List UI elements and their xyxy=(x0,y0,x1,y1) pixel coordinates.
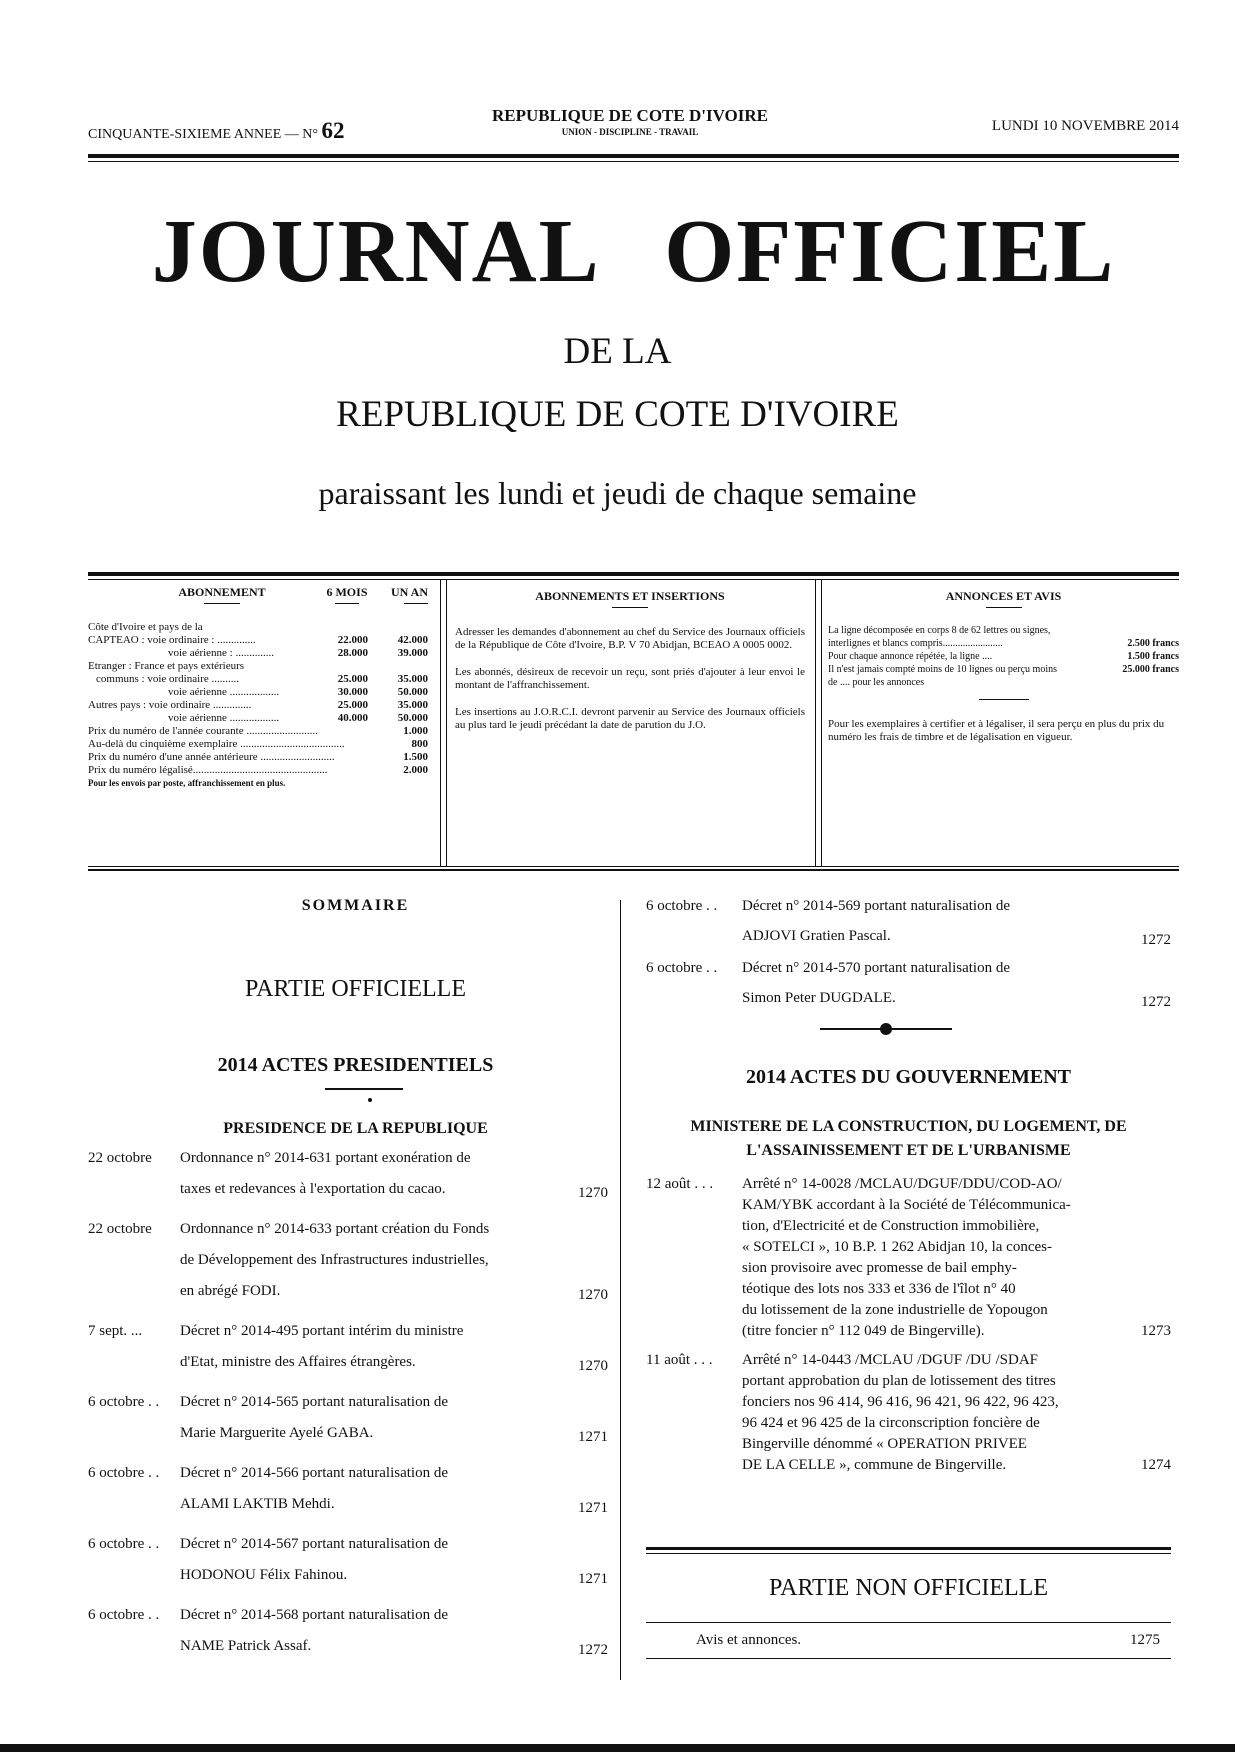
issue-line xyxy=(88,118,344,144)
toc-page: 1274 xyxy=(1141,1457,1171,1473)
toc-text-line: Ordonnance n° 2014-633 portant création du Fonds xyxy=(180,1221,490,1237)
toc-text-line: du lotissement de la zone industrielle de Yopougon xyxy=(742,1302,1048,1318)
insertions-p2: Les abonnés, désireux de recevoir un reçu, sont priés d'ajouter à leur envoi le montant de l'affranchissement. xyxy=(455,666,805,691)
toc-text-line: Décret n° 2014-567 portant naturalisation de xyxy=(180,1536,449,1552)
toc-text-line: DE LA CELLE », commune de Bingerville. xyxy=(742,1457,1007,1473)
header-republic-block xyxy=(460,106,800,137)
annonces-row-1: La ligne décomposée en corps 8 de 62 lettres ou signes, interlignes et blancs compris........................ 2.500 francs xyxy=(828,625,1179,649)
section-rule xyxy=(325,1088,403,1090)
abonnement-row: voie aérienne .................. 30.000 50.000 xyxy=(168,686,428,698)
header-motto: UNION - DISCIPLINE - TRAVAIL xyxy=(561,127,699,137)
header-rule-thin xyxy=(88,161,1179,162)
toc-text-line: téotique des lots nos 333 et 336 de l'îlot n° 40 xyxy=(742,1281,1016,1297)
toc-date: 22 octobre xyxy=(88,1150,152,1166)
annonces-row-3: Il n'est jamais compté moins de 10 lignes ou perçu moins de .... pour les annonces 25.000 francs xyxy=(828,664,1179,688)
publication-frequency: paraissant les lundi et jeudi de chaque semaine xyxy=(318,475,917,511)
toc-page: 1270 xyxy=(578,1358,608,1374)
partie-non-officielle-heading: PARTIE NON OFFICIELLE xyxy=(768,1575,1048,1601)
toc-text-line: NAME Patrick Assaf. xyxy=(180,1638,312,1654)
non-officielle-rule xyxy=(646,1547,1171,1550)
abonnement-row: Autres pays : voie ordinaire .............. 25.000 35.000 xyxy=(88,699,428,711)
sommaire-title: SOMMAIRE xyxy=(301,897,410,914)
toc-text-line: portant approbation du plan de lotissement des titres xyxy=(742,1373,1056,1389)
ornament-dot xyxy=(880,1023,892,1035)
toc-date: 6 octobre . . xyxy=(646,960,718,976)
toc-text-line: ADJOVI Gratien Pascal. xyxy=(742,928,891,944)
toc-text-line: Décret n° 2014-568 portant naturalisation de xyxy=(180,1607,449,1623)
abonnement-header xyxy=(88,586,428,599)
ministere-heading-line2: L'ASSAINISSEMENT ET DE L'URBANISME xyxy=(746,1142,1071,1159)
toc-text-line: Ordonnance n° 2014-631 portant exonération de xyxy=(180,1150,471,1166)
insertions-column xyxy=(455,586,805,732)
abonnement-row: voie aérienne : .............. 28.000 39.000 xyxy=(168,647,428,659)
abonnement-column xyxy=(88,586,428,790)
abonnement-row: CAPTEAO : voie ordinaire : .............. 22.000 42.000 xyxy=(88,634,428,646)
toc-date: 6 octobre . . xyxy=(88,1394,160,1410)
toc-page: 1271 xyxy=(578,1429,608,1445)
toc-page: 1270 xyxy=(578,1185,608,1201)
six-mois-head: 6 MOIS xyxy=(326,585,368,599)
masthead-republic: REPUBLIQUE DE COTE D'IVOIRE xyxy=(336,394,899,435)
toc-text-line: Marie Marguerite Ayelé GABA. xyxy=(180,1425,374,1441)
toc-text-line: HODONOU Félix Fahinou. xyxy=(180,1567,348,1583)
toc-page: 1273 xyxy=(1141,1323,1171,1339)
abonnement-underlines xyxy=(88,599,428,604)
toc-text-line: Décret n° 2014-566 portant naturalisation de xyxy=(180,1465,449,1481)
abonnement-rows xyxy=(88,634,428,725)
toc-text-line: de Développement des Infrastructures industrielles, xyxy=(180,1252,489,1268)
toc-date: 6 octobre . . xyxy=(88,1607,160,1623)
toc-text-line: Décret n° 2014-570 portant naturalisation de xyxy=(742,960,1011,976)
insertions-head: ABONNEMENTS ET INSERTIONS xyxy=(535,589,725,603)
abonnement-row: voie aérienne .................. 40.000 50.000 xyxy=(168,712,428,724)
toc-text-line: « SOTELCI », 10 B.P. 1 262 Abidjan 10, la conces- xyxy=(742,1239,1052,1255)
header-rule xyxy=(88,154,1179,158)
toc-date: 6 octobre . . xyxy=(646,898,718,914)
toc-page: 1272 xyxy=(1141,994,1171,1010)
annonces-row-2: Pour chaque annonce répétée, la ligne .... 1.500 francs xyxy=(828,651,1179,662)
actes-presidentiels-heading: 2014 ACTES PRESIDENTIELS xyxy=(217,1054,494,1076)
toc-text-line: 96 424 et 96 425 de la circonscription foncière de xyxy=(742,1415,1040,1431)
annonces-head: ANNONCES ET AVIS xyxy=(945,589,1062,603)
price-rows xyxy=(88,725,428,777)
partie-officielle-heading: PARTIE OFFICIELLE xyxy=(244,976,466,1002)
issue-date: LUNDI 10 NOVEMBRE 2014 xyxy=(991,118,1179,134)
year-label: CINQUANTE-SIXIEME ANNEE — N° xyxy=(88,127,318,142)
toc-text-line: fonciers nos 96 414, 96 416, 96 421, 96 422, 96 423, xyxy=(742,1394,1059,1410)
toc-text-line: tion, d'Electricité et de Construction immobilière, xyxy=(742,1218,1040,1234)
toc-date: 11 août . . . xyxy=(646,1352,713,1368)
toc-text-line: Bingerville dénommé « OPERATION PRIVEE xyxy=(742,1436,1027,1452)
avis-rule-bottom xyxy=(646,1658,1171,1659)
insertions-p1: Adresser les demandes d'abonnement au chef du Service des Journaux officiels de la République de Côte d'Ivoire, B.P. V 70 Abidjan, BCEAO A 0005 0002. xyxy=(455,626,805,651)
toc-page: 1272 xyxy=(1141,932,1171,948)
infobox-rule-top-thin xyxy=(88,579,1179,580)
toc-text-line: d'Etat, ministre des Affaires étrangères. xyxy=(180,1354,416,1370)
journal-title: JOURNAL OFFICIEL xyxy=(151,202,1116,301)
actes-gouvernement-heading: 2014 ACTES DU GOUVERNEMENT xyxy=(745,1066,1072,1088)
toc-text-line: en abrégé FODI. xyxy=(180,1283,281,1299)
right-top-entries xyxy=(646,898,1171,1018)
non-officielle-rule-thin xyxy=(646,1553,1171,1554)
toc-text-line: Décret n° 2014-495 portant intérim du ministre xyxy=(180,1323,464,1339)
abonnement-head: ABONNEMENT xyxy=(178,585,266,599)
avis-label: Avis et annonces. xyxy=(696,1632,802,1648)
toc-text-line: taxes et redevances à l'exportation du cacao. xyxy=(180,1181,446,1197)
avis-rule-top xyxy=(646,1622,1171,1623)
abonnement-line1: Côte d'Ivoire et pays de la xyxy=(88,621,203,633)
toc-page: 1272 xyxy=(578,1642,608,1658)
masthead-de-la: DE LA xyxy=(563,331,672,372)
infobox-divider-1 xyxy=(440,580,447,866)
abonnement-row: communs : voie ordinaire .......... 25.000 35.000 xyxy=(96,673,428,685)
toc-text-line: Arrêté n° 14-0443 /MCLAU /DGUF /DU /SDAF xyxy=(742,1352,1038,1368)
toc-text-line: Décret n° 2014-565 portant naturalisation de xyxy=(180,1394,449,1410)
annonces-paragraph: Pour les exemplaires à certifier et à légaliser, il sera perçu en plus du prix du numéro les frais de timbre et de légalisation en vigueur. xyxy=(828,718,1165,743)
toc-text-line: Arrêté n° 14-0028 /MCLAU/DGUF/DDU/COD-AO/ xyxy=(742,1176,1062,1192)
toc-date: 7 sept. ... xyxy=(88,1323,143,1339)
infobox-rule-top xyxy=(88,572,1179,576)
price-row: Prix du numéro de l'année courante .......................... 1.000 xyxy=(88,725,428,737)
column-rule xyxy=(620,900,621,1680)
infobox-rule-bottom xyxy=(88,866,1179,867)
presidence-heading: PRESIDENCE DE LA REPUBLIQUE xyxy=(223,1120,488,1137)
ministere-heading-line1: MINISTERE DE LA CONSTRUCTION, DU LOGEMENT, DE xyxy=(690,1118,1127,1135)
toc-date: 12 août . . . xyxy=(646,1176,714,1192)
insertions-p3: Les insertions au J.O.R.C.I. devront parvenir au Service des Journaux officiels au plus tard le jeudi précédant la date de parution du J.O. xyxy=(455,706,805,731)
price-row: Au-delà du cinquième exemplaire ...................................... 800 xyxy=(88,738,428,750)
postage-note: Pour les envois par poste, affranchissement en plus. xyxy=(88,778,286,788)
toc-text-line: ALAMI LAKTIB Mehdi. xyxy=(180,1496,335,1512)
un-an-head: UN AN xyxy=(390,585,428,599)
annonces-column xyxy=(828,586,1179,744)
left-entries xyxy=(88,1150,608,1670)
bottom-edge xyxy=(0,1744,1235,1752)
abonnement-row: Etranger : France et pays extérieurs xyxy=(88,660,245,672)
section-dot xyxy=(368,1098,372,1102)
infobox-divider-2 xyxy=(815,580,822,866)
toc-text-line: (titre foncier n° 112 049 de Bingerville). xyxy=(742,1323,985,1339)
infobox-rule-bottom-thick xyxy=(88,869,1179,871)
toc-date: 6 octobre . . xyxy=(88,1536,160,1552)
toc-text-line: Simon Peter DUGDALE. xyxy=(742,990,896,1006)
toc-date: 22 octobre xyxy=(88,1221,152,1237)
toc-text-line: Décret n° 2014-569 portant naturalisation de xyxy=(742,898,1011,914)
toc-text-line: sion provisoire avec promesse de bail emphy- xyxy=(742,1260,1017,1276)
toc-page: 1271 xyxy=(578,1571,608,1587)
toc-page: 1270 xyxy=(578,1287,608,1303)
toc-page: 1271 xyxy=(578,1500,608,1516)
header-republic: REPUBLIQUE DE COTE D'IVOIRE xyxy=(492,106,768,125)
toc-text-line: KAM/YBK accordant à la Société de Télécommunica- xyxy=(742,1197,1071,1213)
gov-entries xyxy=(646,1176,1171,1536)
price-row: Prix du numéro légalisé................................................. 2.000 xyxy=(88,764,428,776)
avis-page: 1275 xyxy=(1130,1632,1160,1648)
price-row: Prix du numéro d'une année antérieure ........................... 1.500 xyxy=(88,751,428,763)
toc-date: 6 octobre . . xyxy=(88,1465,160,1481)
issue-number: 62 xyxy=(321,118,345,143)
